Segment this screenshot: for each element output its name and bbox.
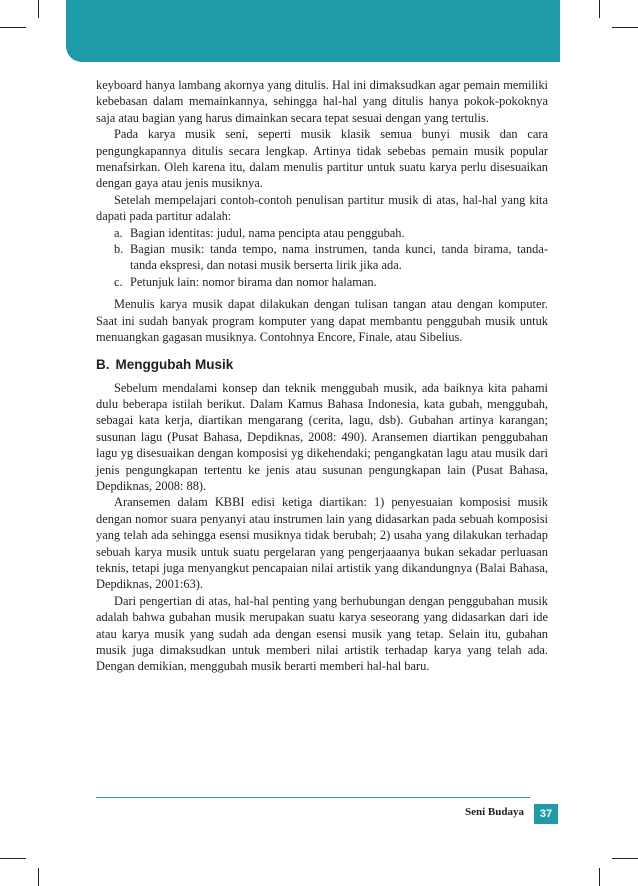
paragraph: Menulis karya musik dapat dilakukan dengan tulisan tangan atau dengan komputer. Saat ini sudah banyak program komputer yang dapat membantu penggubah musik untuk menuangkan gagasan musiknya. Contohnya Encore, Finale, atau Sibelius. [96,297,548,345]
list-marker: c. [114,274,123,289]
crop-mark [38,0,39,18]
section-number: B. [96,356,110,372]
list-item-text: Bagian musik: tanda tempo, nama instrumen, tanda kunci, tanda birama, tanda-tanda ekspresi, dan notasi musik berserta lirik jika ada. [130,242,548,273]
page-body [96,77,548,675]
paragraph: Sebelum mendalami konsep dan teknik menggubah musik, ada baiknya kita pahami dulu beberapa istilah berikut. Dalam Kamus Bahasa Indonesia, kata gubah, menggubah, sebagai kata kerja, diartikan mengarang (cerita, lagu, dsb). Gubahan artinya karangan; susunan lagu (Pusat Bahasa, Depdiknas, 2008: 490). Aransemen diartikan penggubahan lagu yg disesuaikan dengan komposisi yg dikehendaki; pengangkatan lagu atau musik dari jenis pengungkapan tertentu ke jenis atau susunan pengungkapan lain (Pusat Bahasa, Depdiknas, 2008: 88). [96,380,548,493]
paragraph: keyboard hanya lambang akornya yang ditulis. Hal ini dimaksudkan agar pemain memiliki kebebasan dalam memainkannya, sehingga hal-hal yang ditulis hanya pokok-pokoknya saja atau bagian yang harus dimainkan secara tepat sesuai dengan yang tertulis. [96,78,548,125]
identity-list [96,225,548,291]
list-item-text: Petunjuk lain: nomor birama dan nomor halaman. [130,274,377,289]
footer-rule [96,797,530,798]
paragraph: Dari pengertian di atas, hal-hal penting yang berhubungan dengan penggubahan musik adalah bahwa gubahan musik merupakan suatu karya seseorang yang didasarkan dari ide atau karya musik yang sudah ada dengan esensi musik yang tetap. Selain itu, gubahan musik juga dimaksudkan untuk memberi nilai artistik terhadap karya yang telah ada. Dengan demikian, menggubah musik berarti memberi hal-hal baru. [96,593,548,674]
crop-mark [0,858,26,859]
crop-mark [599,868,600,886]
list-item-text: Bagian identitas: judul, nama pencipta atau penggubah. [130,225,405,240]
crop-mark [38,868,39,886]
paragraph: Setelah mempelajari contoh-contoh penulisan partitur musik di atas, hal-hal yang kita dapati pada partitur adalah: [96,192,548,224]
book-title: Seni Budaya [465,806,524,818]
list-marker: a. [114,225,123,240]
crop-mark [0,27,26,28]
header-band [66,0,560,62]
section-heading [96,356,548,374]
list-item [96,241,548,274]
list-item [96,274,548,290]
crop-mark [599,0,600,18]
paragraph: Pada karya musik seni, seperti musik klasik semua bunyi musik dan cara pengungkapannya ditulis secara lengkap. Artinya tidak sebebas pemain musik popular menafsirkan. Oleh karena itu, dalam menulis partitur untuk suatu karya perlu disesuaikan dengan gaya atau jenis musiknya. [96,127,548,191]
crop-mark [612,27,638,28]
list-item [96,225,548,241]
list-marker: b. [114,242,124,257]
section-title: Menggubah Musik [115,356,234,372]
crop-mark [612,858,638,859]
paragraph: Aransemen dalam KBBI edisi ketiga diartikan: 1) penyesuaian komposisi musik dengan nomor suara penyanyi atau instrumen lain yang didasarkan pada sebuah komposisi yang telah ada sehingga esensi musiknya tidak berubah; 2) usaha yang dilakukan terhadap sebuah karya musik untuk suatu pergelaran yang pengerjaaanya bukan sekadar perluasan teknis, tetapi juga menyangkut pencapaian nilai artistik yang dikandungnya (Balai Bahasa, Depdiknas, 2001:63). [96,495,548,592]
page-number: 37 [534,804,558,824]
